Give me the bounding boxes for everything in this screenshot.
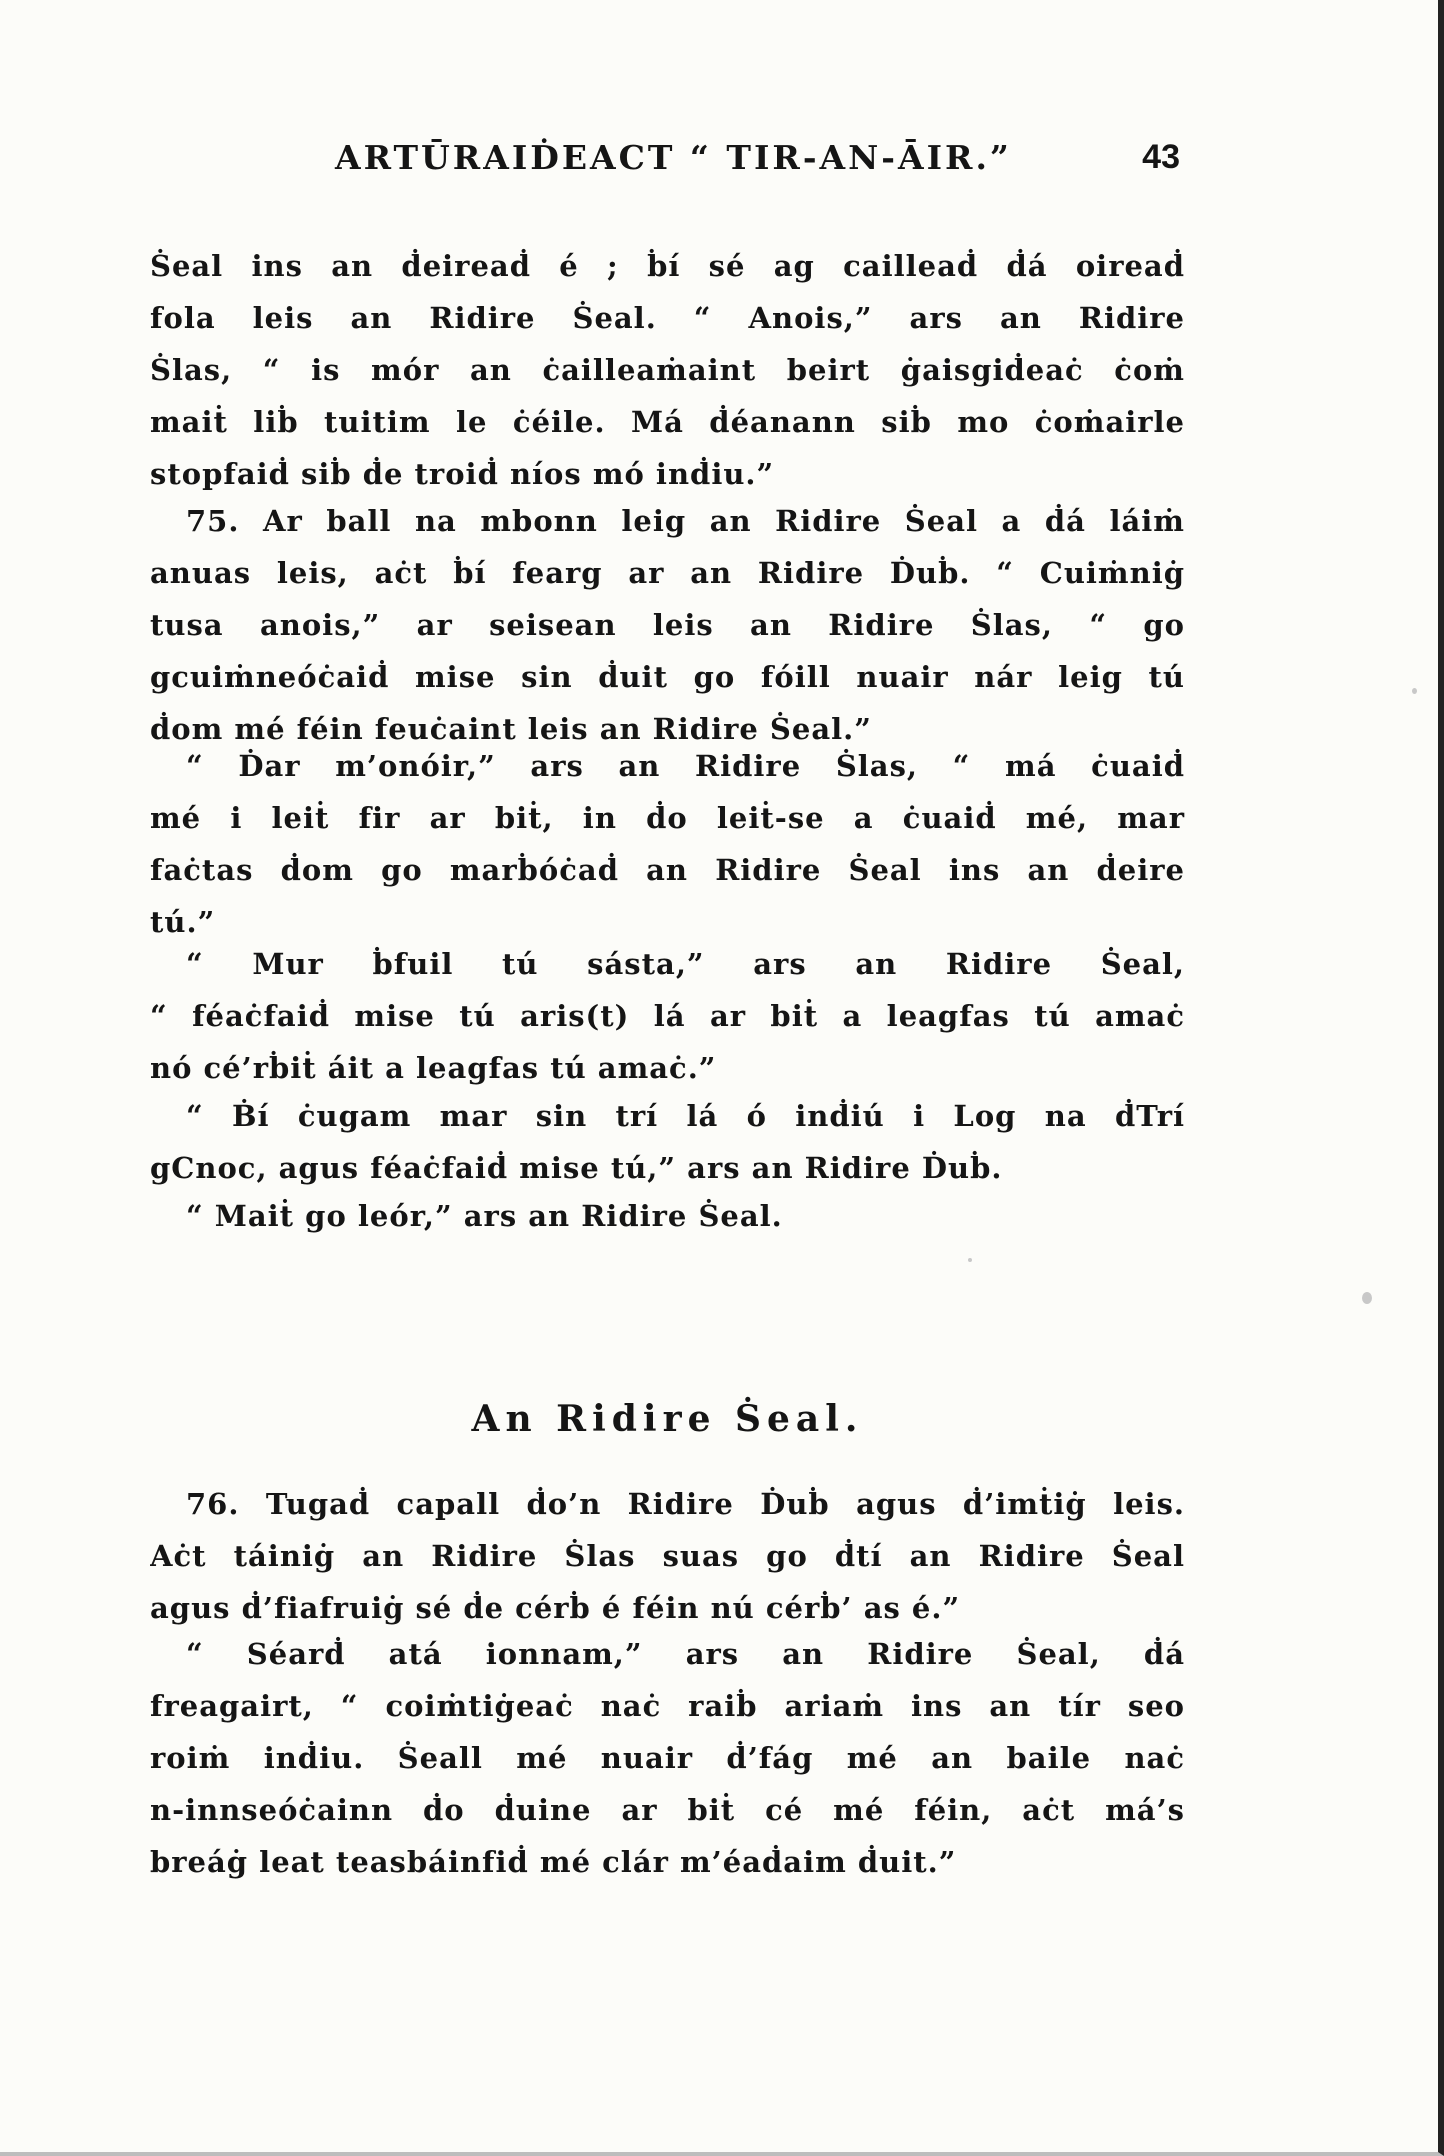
- text-line: “ Mur ḃfuil tú sásta,” ars an Ridire Ṡeal,: [186, 947, 1185, 981]
- paragraph: [150, 240, 1185, 500]
- paragraph: [150, 1190, 1185, 1242]
- paragraph: [150, 740, 1185, 948]
- text-line: “ Séarḋ atá ionnam,” ars an Ridire Ṡeal, ḋá: [186, 1637, 1185, 1671]
- text-line: tusa anois,” ar seisean leis an Ridire Ṡlas, “ go: [150, 608, 1185, 642]
- page-number: 43: [1142, 138, 1180, 176]
- text-line: nó cé’rḃiṫ áit a leagfas tú amaċ.”: [150, 1051, 717, 1085]
- paragraph-76: [150, 1478, 1185, 1634]
- running-title: ARTŪRAIḊEACT “ TIR-AN-ĀIR.”: [335, 138, 1012, 177]
- text-line: fola leis an Ridire Ṡeal. “ Anois,” ars an Ridire: [150, 301, 1185, 335]
- text-line: ḋom mé féin feuċaint leis an Ridire Ṡeal.”: [150, 712, 872, 746]
- paragraph: [150, 938, 1185, 1094]
- paragraph: [150, 1628, 1185, 1888]
- text-line: breáġ leat teasbáinfiḋ mé clár m’éaḋaim ḋuit.”: [150, 1845, 957, 1879]
- text-line: agus ḋ’fiafruiġ sé ḋe cérḃ é féin nú cérḃ’ as é.”: [150, 1591, 961, 1625]
- scan-speck: [1412, 688, 1417, 694]
- scan-speck: [968, 1258, 972, 1262]
- text-line: Aċt táiniġ an Ridire Ṡlas suas go ḋtí an Ridire Ṡeal: [150, 1539, 1185, 1573]
- text-line: faċtas ḋom go marḃóċaḋ an Ridire Ṡeal ins an ḋeire: [150, 853, 1185, 887]
- text-line: stopfaiḋ siḃ ḋe troiḋ níos mó inḋiu.”: [150, 457, 775, 491]
- text-line: roiṁ inḋiu. Ṡeall mé nuair ḋ’fág mé an baile naċ: [150, 1741, 1185, 1775]
- text-line: Ṡeal ins an ḋeireaḋ é ; ḃí sé ag cailleaḋ ḋá oireaḋ: [150, 249, 1185, 283]
- text-line: “ féaċfaiḋ mise tú aris(t) lá ar biṫ a leagfas tú amaċ: [150, 999, 1185, 1033]
- text-line: “ Maiṫ go leór,” ars an Ridire Ṡeal.: [186, 1199, 783, 1233]
- scan-speck: [1362, 1292, 1372, 1304]
- text-line: 75. Ar ball na mbonn leig an Ridire Ṡeal a ḋá láiṁ: [186, 504, 1185, 538]
- text-line: “ Ḋar m’onóir,” ars an Ridire Ṡlas, “ má ċuaiḋ: [186, 749, 1185, 783]
- paragraph: [150, 1090, 1185, 1194]
- page-header: [150, 138, 1180, 188]
- text-line: gcuiṁneóċaiḋ mise sin ḋuit go fóill nuair nár leig tú: [150, 660, 1185, 694]
- text-line: n-innseóċainn ḋo ḋuine ar biṫ cé mé féin, aċt má’s: [150, 1793, 1185, 1827]
- text-line: maiṫ liḃ tuitim le ċéile. Má ḋéanann siḃ mo ċoṁairle: [150, 405, 1185, 439]
- paragraph-75: [150, 495, 1185, 755]
- text-line: anuas leis, aċt ḃí fearg ar an Ridire Ḋuḃ. “ Cuiṁniġ: [150, 556, 1185, 590]
- text-line: “ Ḃí ċugam mar sin trí lá ó inḋiú i Log na ḋTrí: [186, 1099, 1185, 1133]
- text-line: 76. Tugaḋ capall ḋo’n Ridire Ḋuḃ agus ḋ’imṫiġ leis.: [186, 1487, 1185, 1521]
- text-line: gCnoc, agus féaċfaiḋ mise tú,” ars an Ridire Ḋuḃ.: [150, 1151, 1003, 1185]
- text-line: tú.”: [150, 905, 216, 939]
- text-line: Ṡlas, “ is mór an ċailleaṁaint beirt ġaisgiḋeaċ ċoṁ: [150, 353, 1185, 387]
- text-line: freagairt, “ coiṁtiġeaċ naċ raiḃ ariaṁ ins an tír seo: [150, 1689, 1185, 1723]
- section-heading: An Ridire Ṡeal.: [471, 1398, 864, 1440]
- text-line: mé i leiṫ fir ar biṫ, in ḋo leiṫ-se a ċuaiḋ mé, mar: [150, 801, 1185, 835]
